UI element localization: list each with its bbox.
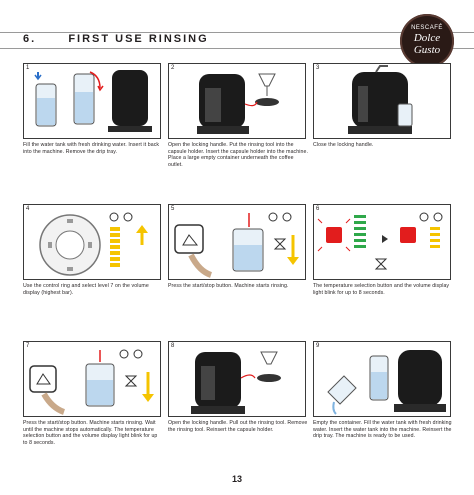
step-panel-2 xyxy=(168,63,306,139)
step-panel-7 xyxy=(23,341,161,417)
logo-line-3: Gusto xyxy=(413,44,441,56)
step-caption-1: Fill the water tank with fresh drinking water. Insert it back into the machine. Remove the drip tray. xyxy=(23,142,160,155)
step-caption-9: Empty the container. Fill the water tank with fresh drinking water. Insert the water tank into the machine. Reinsert the drip tray. The machine is ready to be used. xyxy=(313,420,452,439)
step-panel-1 xyxy=(23,63,161,139)
step-number: 7 xyxy=(26,343,30,349)
close-handle-illustration xyxy=(314,64,451,139)
logo-line-1: NESCAFÉ xyxy=(411,25,443,31)
step-panel-5 xyxy=(168,204,306,280)
remove-tool-illustration xyxy=(169,342,306,417)
step-panel-8 xyxy=(168,341,306,417)
control-ring-illustration xyxy=(24,205,161,280)
step-panel-6 xyxy=(313,204,451,280)
section-number: 6. xyxy=(23,33,37,45)
capsule-holder-illustration xyxy=(169,64,306,139)
section-title: FIRST USE RINSING xyxy=(68,33,209,45)
step-number: 1 xyxy=(26,65,30,71)
step-caption-6: The temperature selection button and the volume display light blink for up to 8 seconds. xyxy=(313,283,450,296)
brand-logo xyxy=(400,14,454,68)
step-number: 5 xyxy=(171,206,175,212)
step-panel-9 xyxy=(313,341,451,417)
water-tank-illustration xyxy=(24,64,161,139)
section-heading xyxy=(23,33,209,45)
step-caption-5: Press the start/stop button. Machine starts rinsing. xyxy=(168,283,289,289)
step-number: 4 xyxy=(26,206,30,212)
step-caption-2: Open the locking handle. Put the rinsing tool into the capsule holder. Insert the capsule holder into the machine. Place a large empty container underneath the coffee outlet. xyxy=(168,142,308,168)
ready-machine-illustration xyxy=(314,342,451,417)
step-caption-7: Press the start/stop button. Machine starts rinsing. Wait until the machine stops automatically. The temperature selection button and the volume display light blink for up to 8 seconds. xyxy=(23,420,158,446)
step-panel-4 xyxy=(23,204,161,280)
step-number: 9 xyxy=(316,343,320,349)
step-caption-4: Use the control ring and select level 7 on the volume display (highest bar). xyxy=(23,283,149,296)
step-panel-3 xyxy=(313,63,451,139)
logo-line-2: Dolce xyxy=(413,32,441,44)
blinking-display-illustration xyxy=(314,205,451,280)
wait-stop-illustration xyxy=(24,342,161,417)
step-number: 2 xyxy=(171,65,175,71)
step-number: 8 xyxy=(171,343,175,349)
step-number: 3 xyxy=(316,65,320,71)
page-number: 13 xyxy=(231,474,242,484)
step-caption-8: Open the locking handle. Pull out the rinsing tool. Remove the rinsing tool. Reinsert the capsule holder. xyxy=(168,420,308,433)
step-number: 6 xyxy=(316,206,320,212)
step-caption-3: Close the locking handle. xyxy=(313,142,374,148)
start-button-illustration xyxy=(169,205,306,280)
